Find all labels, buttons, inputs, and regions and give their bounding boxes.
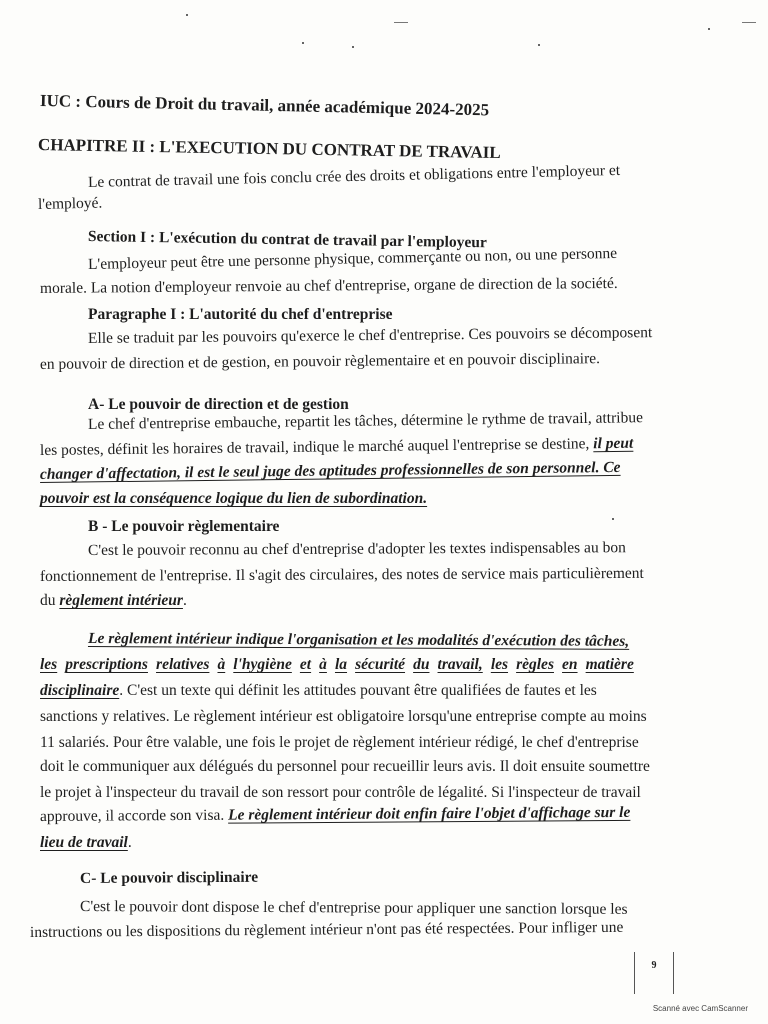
- word: à: [319, 656, 327, 673]
- part-b-line-3-prefix: du: [40, 592, 56, 609]
- word: à: [217, 656, 226, 673]
- word: la: [334, 656, 348, 673]
- part-a-line-2-emphasis: il peut: [593, 434, 634, 453]
- part-a-line-3: changer d'affectation, il est le seul juge des aptitudes professionnelles de son personnel. Ce: [39, 458, 621, 483]
- reglement-line-9-period: .: [127, 834, 132, 851]
- reglement-line-7: le projet à l'inspecteur du travail de son ressort pour contrôle de légalité. Si l'inspecteur de travail: [40, 784, 641, 801]
- paragraph-1-line-1: Elle se traduit par les pouvoirs qu'exerce le chef d'entreprise. Ces pouvoirs se décomposent: [87, 324, 653, 347]
- word: relatives: [156, 656, 210, 673]
- scan-speck: [352, 46, 354, 48]
- word: sécurité: [355, 656, 406, 673]
- word: l'hygiène: [233, 656, 292, 673]
- word: matière: [585, 656, 634, 673]
- scan-mark: [394, 22, 408, 23]
- paragraph-1-line-2: en pouvoir de direction et de gestion, en pouvoir règlementaire et en pouvoir disciplinaire.: [39, 350, 601, 373]
- part-b-line-3: [40, 592, 187, 610]
- word: en: [562, 656, 578, 673]
- scan-speck: [612, 518, 614, 520]
- part-b-title: B - Le pouvoir règlementaire: [88, 518, 280, 535]
- part-b-line-3-period: .: [182, 592, 187, 609]
- part-c-line-1: C'est le pouvoir dont dispose le chef d'entreprise pour appliquer une sanction lorsque les: [79, 898, 628, 918]
- lieu-de-travail-term: lieu de travail: [40, 834, 128, 851]
- reglement-line-8-emphasis: Le règlement intérieur doit enfin faire l'objet d'affichage sur le: [228, 803, 631, 824]
- part-b-line-2: fonctionnement de l'entreprise. Il s'agit des circulaires, des notes de service mais particulièrement: [39, 564, 644, 585]
- part-b-line-1: C'est le pouvoir reconnu au chef d'entreprise d'adopter les textes indispensables au bon: [87, 539, 626, 559]
- course-header: IUC : Cours de Droit du travail, année académique 2024-2025: [39, 91, 490, 120]
- word: travail,: [437, 656, 483, 673]
- reglement-line-6: doit le communiquer aux délégués du personnel pour recueillir leurs avis. Il doit ensuite soumettre: [40, 758, 650, 775]
- disciplinaire-term: disciplinaire: [40, 682, 120, 699]
- word: et: [299, 656, 312, 673]
- word: prescriptions: [65, 656, 148, 673]
- section-1-line-1: L'employeur peut être une personne physique, commerçante ou non, ou une personne: [87, 244, 618, 273]
- chapter-title: CHAPITRE II : L'EXECUTION DU CONTRAT DE TRAVAIL: [37, 135, 501, 163]
- section-1-title: Section I : L'exécution du contrat de travail par l'employeur: [87, 228, 487, 252]
- scan-speck: [708, 28, 710, 30]
- part-a-line-4: pouvoir est la conséquence logique du lien de subordination.: [40, 490, 428, 507]
- scan-speck: [302, 42, 304, 44]
- part-c-title: C- Le pouvoir disciplinaire: [79, 868, 259, 887]
- part-c-line-2: instructions ou les dispositions du règlement intérieur n'ont pas été respectées. Pour infliger une: [29, 918, 624, 941]
- scanner-footer: Scanné avec CamScanner: [652, 1004, 748, 1013]
- reglement-line-5: 11 salariés. Pour être valable, une fois le projet de règlement intérieur rédigé, le chef d'entreprise: [40, 734, 639, 751]
- word: les: [40, 656, 58, 673]
- page-number-box: [634, 952, 674, 994]
- reglement-line-4: sanctions y relatives. Le règlement intérieur est obligatoire lorsqu'une entreprise compte au moins: [40, 708, 647, 725]
- reglement-line-9: [40, 834, 132, 852]
- word: règles: [516, 656, 554, 673]
- reglement-line-2: [40, 656, 634, 674]
- scan-mark: [742, 22, 756, 23]
- reglement-line-8: [40, 804, 630, 826]
- page-number: 9: [651, 960, 657, 971]
- section-1-line-2: morale. La notion d'employeur renvoie au chef d'entreprise, organe de direction de la société.: [39, 274, 618, 297]
- scan-speck: [186, 14, 188, 16]
- reglement-line-3: [40, 682, 597, 700]
- reglement-line-8-text: approuve, il accorde son visa.: [39, 806, 225, 825]
- part-a-line-1: Le chef d'entreprise embauche, repartit les tâches, détermine le rythme de travail, attribue: [87, 409, 643, 433]
- reglement-interieur-term: règlement intérieur: [59, 592, 183, 609]
- part-a-line-2-text: les postes, définit les horaires de travail, indique le marché auquel l'entreprise se destine,: [39, 435, 590, 459]
- part-a-title: A- Le pouvoir de direction et de gestion: [88, 396, 349, 413]
- reglement-line-1: Le règlement intérieur indique l'organisation et les modalités d'exécution des tâches,: [87, 630, 630, 650]
- part-a-line-2: [40, 435, 634, 460]
- intro-line-2: l'employé.: [37, 194, 103, 213]
- word: du: [413, 656, 430, 673]
- reglement-line-3-text: . C'est un texte qui définit les attitudes pouvant être qualifiées de fautes et les: [119, 682, 597, 699]
- paragraph-1-title: Paragraphe I : L'autorité du chef d'entreprise: [88, 306, 393, 323]
- intro-line-1: Le contrat de travail une fois conclu crée des droits et obligations entre l'employeur et: [87, 161, 621, 191]
- word: les: [490, 656, 509, 673]
- scan-speck: [538, 44, 540, 46]
